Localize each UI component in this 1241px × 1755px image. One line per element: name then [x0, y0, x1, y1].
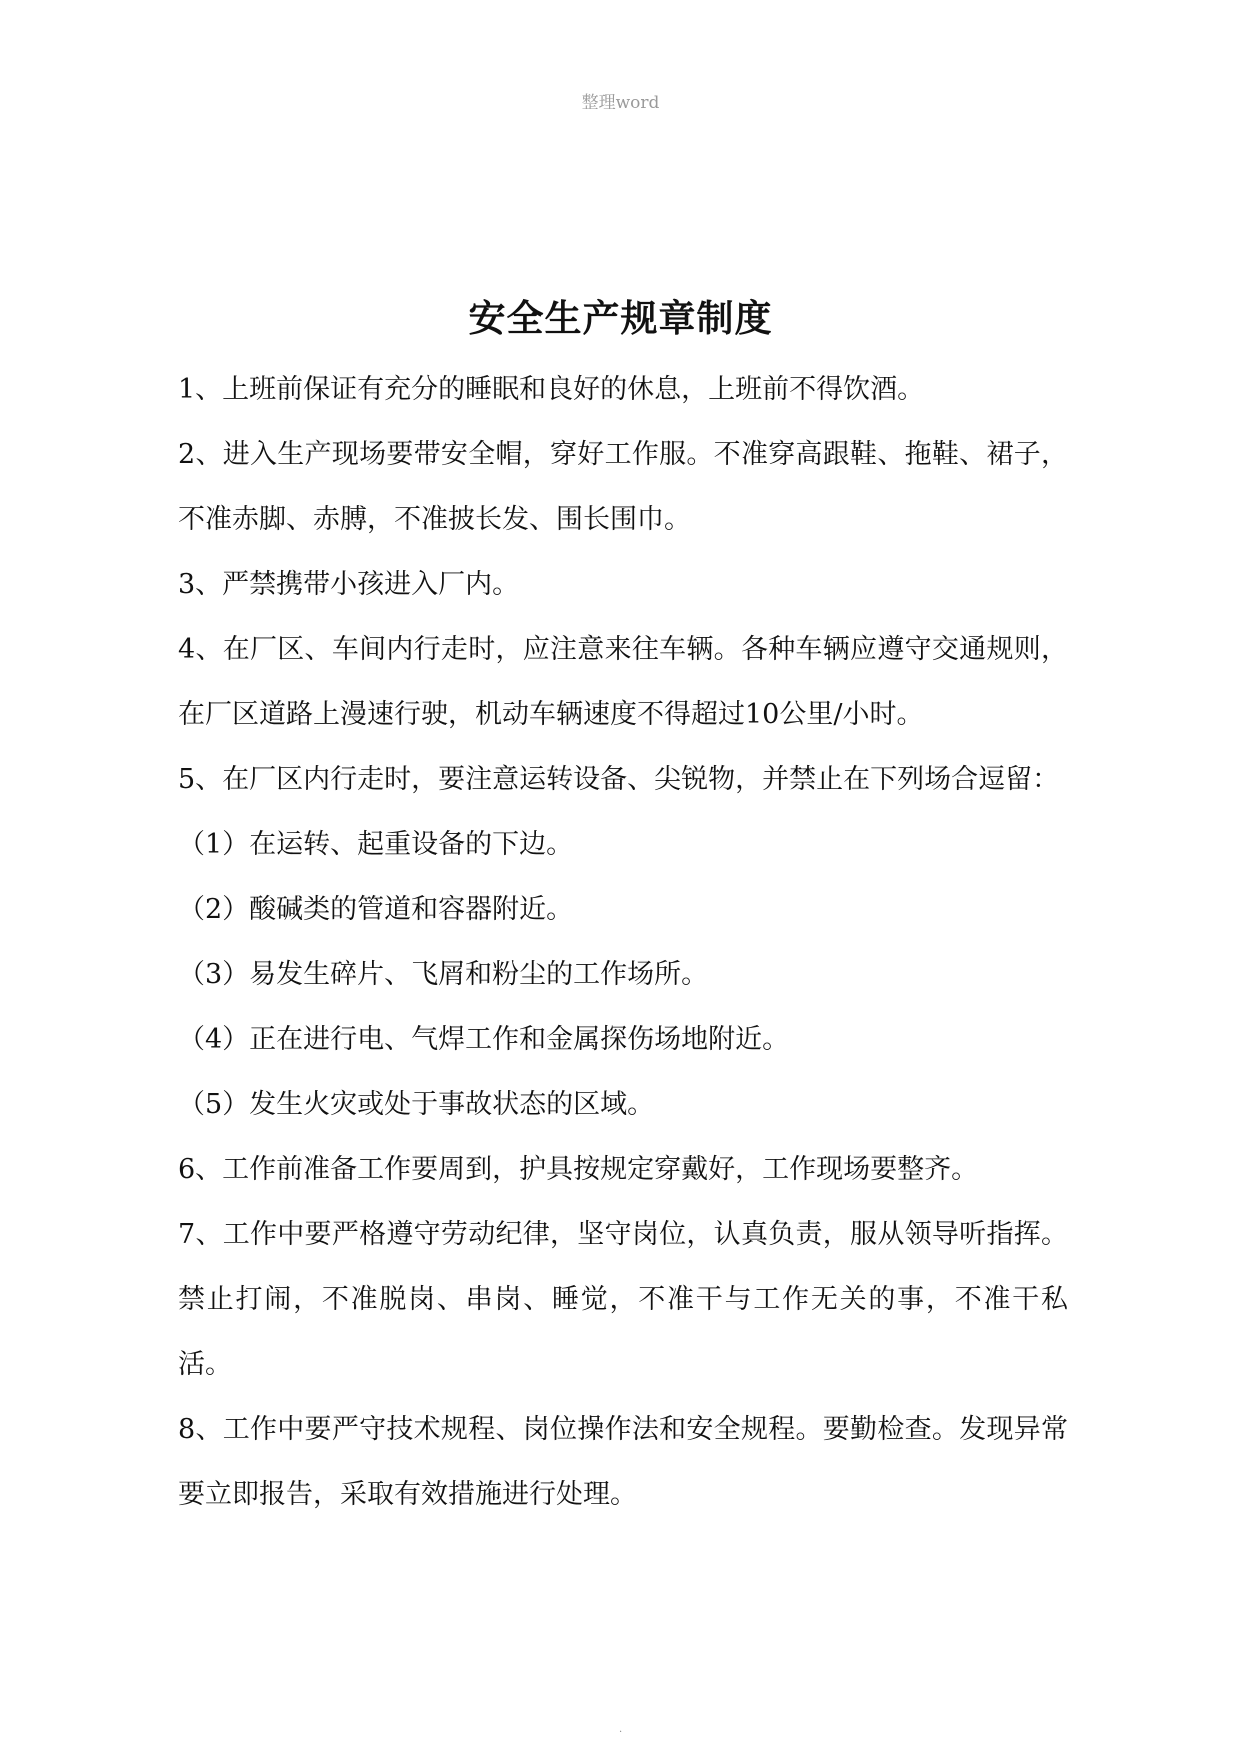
rule-item-1: 1、上班前保证有充分的睡眠和良好的休息，上班前不得饮酒。 — [178, 374, 925, 405]
rule-subitem-3: （3）易发生碎片、飞屑和粉尘的工作场所。 — [178, 959, 709, 990]
rule-item-3: 3、严禁携带小孩进入厂内。 — [178, 569, 520, 600]
rule-subitem-2: （2）酸碱类的管道和容器附近。 — [178, 894, 574, 925]
document-body — [178, 357, 1068, 1527]
footer-mark: . — [619, 1724, 623, 1735]
rule-item-2: 2、进入生产现场要带安全帽，穿好工作服。不准穿高跟鞋、拖鞋、裙子，不准赤脚、赤膊，不准披长发、围长围巾。 — [178, 439, 1068, 535]
rule-subitem-5: （5）发生火灾或处于事故状态的区域。 — [178, 1089, 655, 1120]
rule-item-7: 7、工作中要严格遵守劳动纪律，坚守岗位，认真负责，服从领导听指挥。禁止打闹，不准脱岗、串岗、睡觉，不准干与工作无关的事，不准干私活。 — [178, 1219, 1068, 1380]
rule-item-8: 8、工作中要严守技术规程、岗位操作法和安全规程。要勤检查。发现异常要立即报告，采取有效措施进行处理。 — [178, 1414, 1068, 1510]
rule-subitem-4: （4）正在进行电、气焊工作和金属探伤场地附近。 — [178, 1024, 790, 1055]
header-watermark: 整理word — [581, 93, 660, 113]
rule-item-5: 5、在厂区内行走时，要注意运转设备、尖锐物，并禁止在下列场合逗留： — [178, 764, 1060, 795]
rule-subitem-1: （1）在运转、起重设备的下边。 — [178, 829, 574, 860]
rule-item-4: 4、在厂区、车间内行走时，应注意来往车辆。各种车辆应遵守交通规则，在厂区道路上漫速行驶，机动车辆速度不得超过10公里/小时。 — [178, 634, 1068, 730]
rule-item-6: 6、工作前准备工作要周到，护具按规定穿戴好，工作现场要整齐。 — [178, 1154, 979, 1185]
document-title: 安全生产规章制度 — [468, 297, 773, 340]
